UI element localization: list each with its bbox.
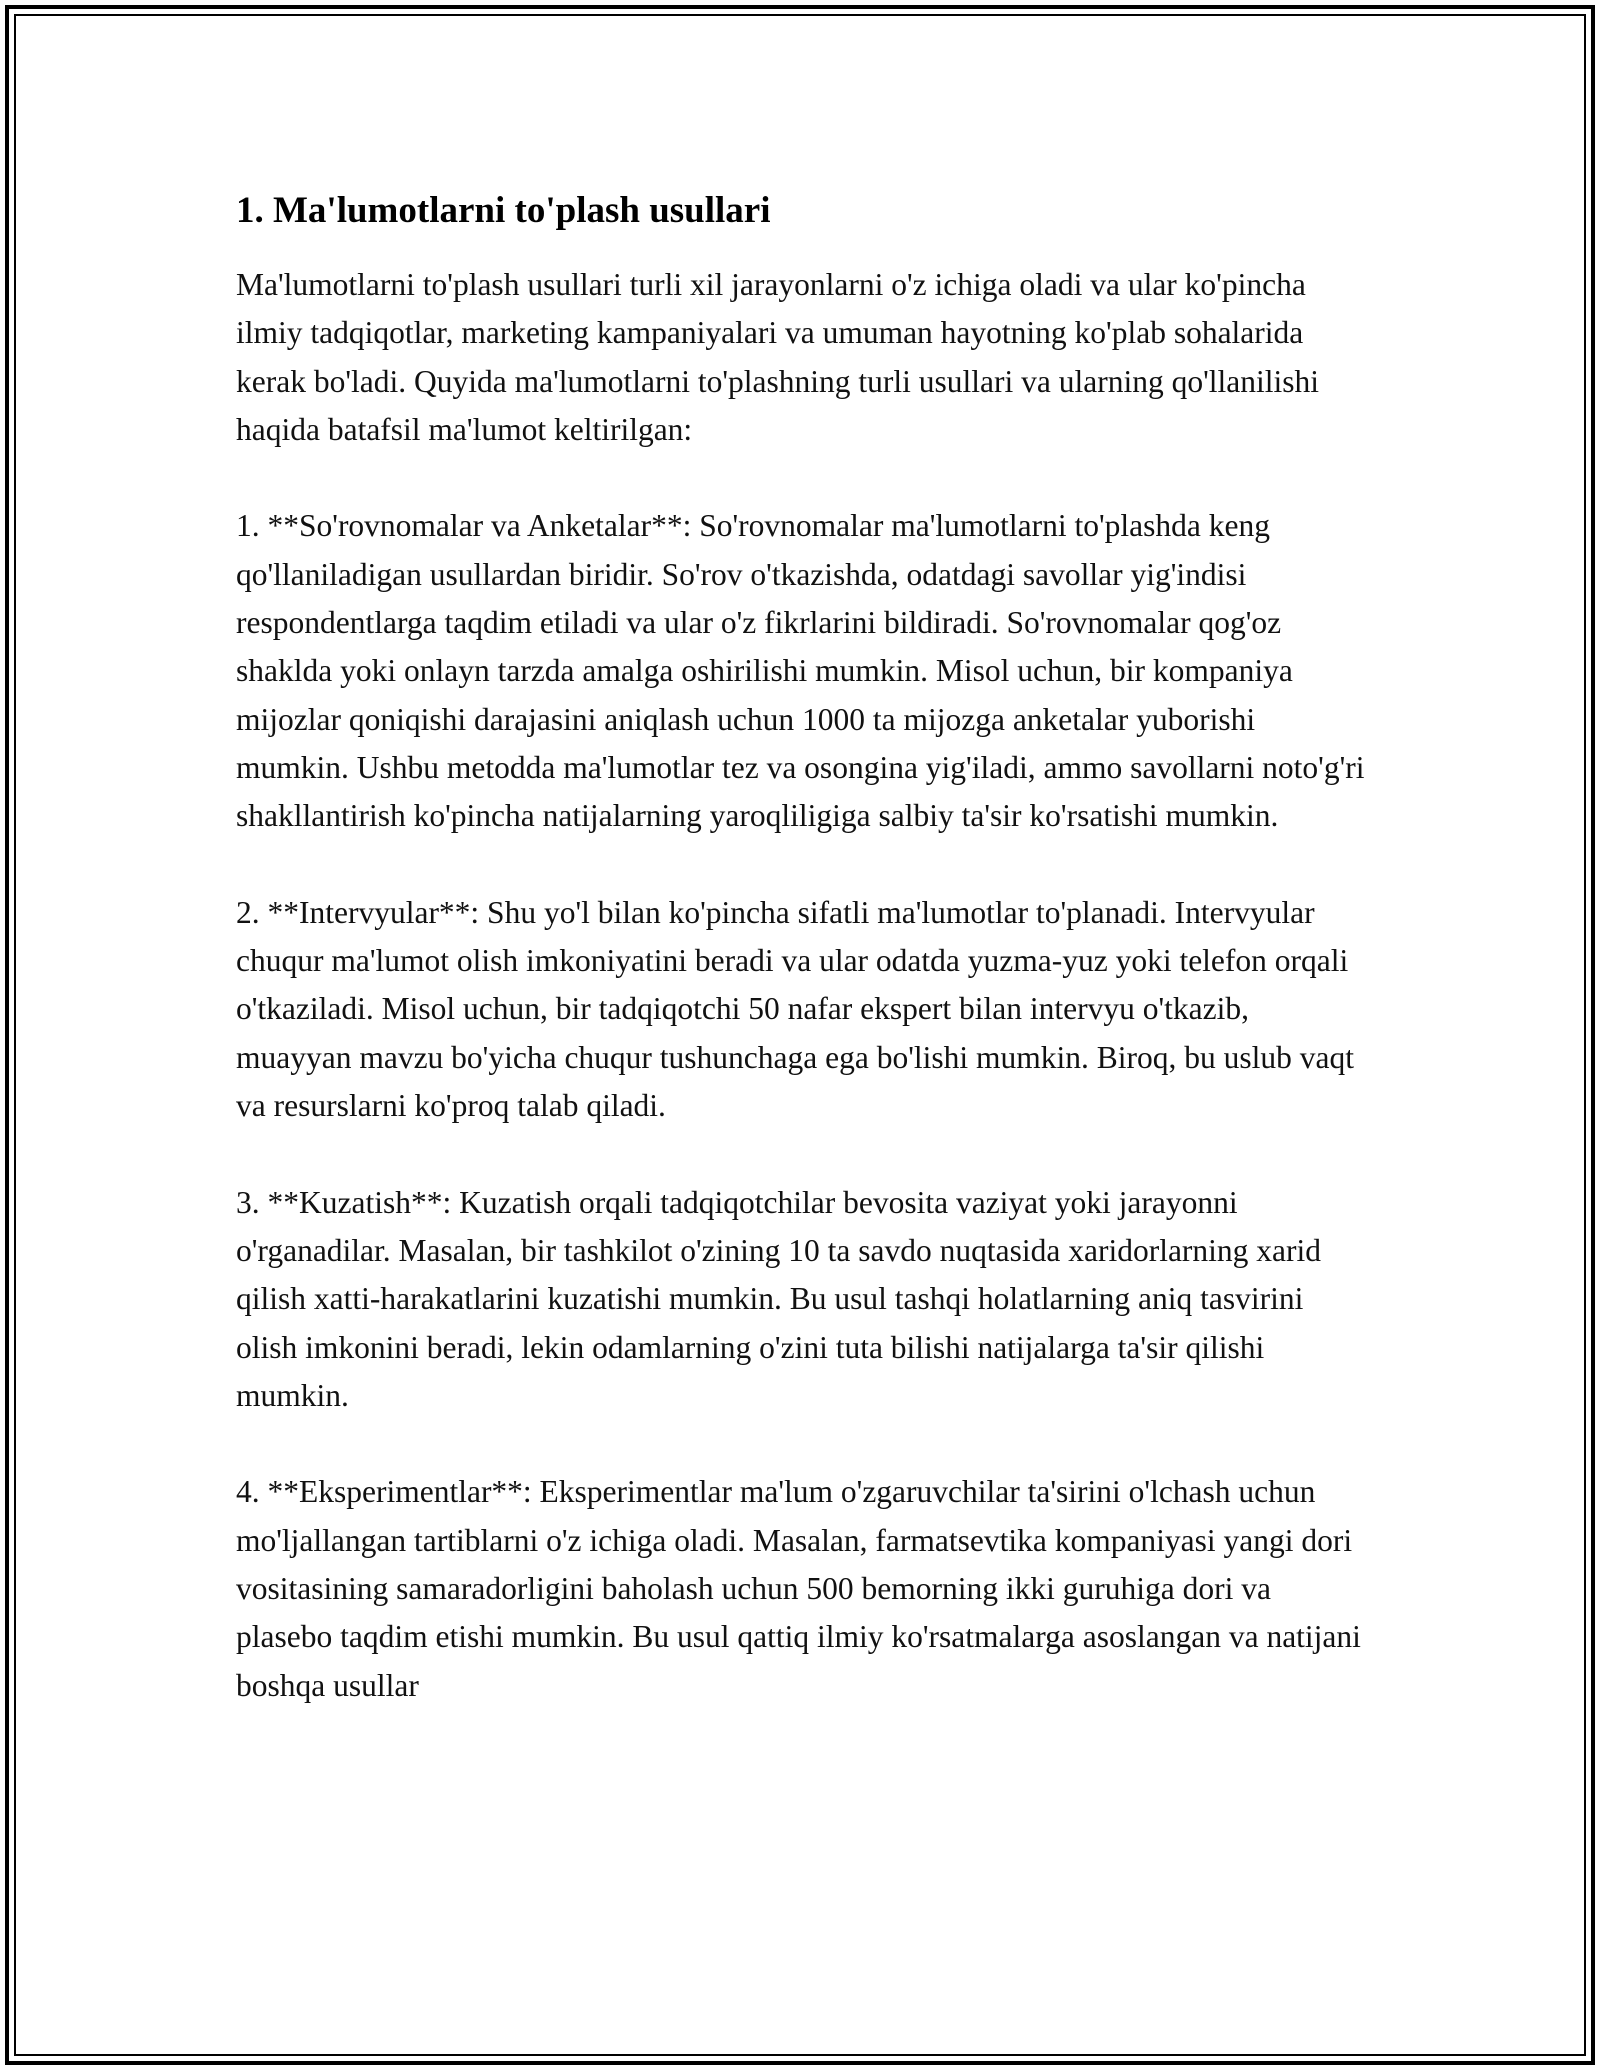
paragraph-observation: 3. **Kuzatish**: Kuzatish orqali tadqiqotchilar bevosita vaziyat yoki jarayonni o'rganadilar. Masalan, bir tashkilot o'zining 10 ta savdo nuqtasida xaridorlarning xarid qilish xatti-harakatlarini kuzatishi mumkin. Bu usul tashqi holatlarning aniq tasvirini olish imkonini beradi, lekin odamlarning o'zini tuta bilishi natijalarga ta'sir qilishi mumkin. [236, 1184, 1322, 1413]
paragraph-intro: Ma'lumotlarni to'plash usullari turli xil jarayonlarni o'z ichiga oladi va ular ko'pincha ilmiy tadqiqotlar, marketing kampaniyalari va umuman hayotning ko'plab sohalarida kerak bo'ladi. Quyida ma'lumotlarni to'plashning turli usullari va ularning qo'llanilishi haqida batafsil ma'lumot keltirilgan: [236, 267, 1320, 447]
paragraph-surveys: 1. **So'rovnomalar va Anketalar**: So'rovnomalar ma'lumotlarni to'plashda keng qo'llaniladigan usullardan biridir. So'rov o'tkazishda, odatdagi savollar yig'indisi respondentlarga taqdim etiladi va ular o'z fikrlarini bildiradi. So'rovnomalar qog'oz shaklda yoki onlayn tarzda amalga oshirilishi mumkin. Misol uchun, bir kompaniya mijozlar qoniqishi darajasini aniqlash uchun 1000 ta mijozga anketalar yuborishi mumkin. Ushbu metodda ma'lumotlar tez va osongina yig'iladi, ammo savollarni noto'g'ri shakllantirish ko'pincha natijalarning yaroqliligiga salbiy ta'sir ko'rsatishi mumkin. [236, 508, 1365, 834]
paragraph-interviews: 2. **Intervyular**: Shu yo'l bilan ko'pincha sifatli ma'lumotlar to'planadi. Intervyular chuqur ma'lumot olish imkoniyatini beradi va ular odatda yuzma-yuz yoki telefon orqali o'tkaziladi. Misol uchun, bir tadqiqotchi 50 nafar ekspert bilan intervyu o'tkazib, muayyan mavzu bo'yicha chuqur tushunchaga ega bo'lishi mumkin. Biroq, bu uslub vaqt va resurslarni ko'proq talab qiladi. [236, 894, 1355, 1124]
paragraph-experiments: 4. **Eksperimentlar**: Eksperimentlar ma'lum o'zgaruvchilar ta'sirini o'lchash uchun mo'ljallangan tartiblarni o'z ichiga oladi. Masalan, farmatsevtika kompaniyasi yangi dori vositasining samaradorligini baholash uchun 500 bemorning ikki guruhiga dori va plasebo taqdim etishi mumkin. Bu usul qattiq ilmiy ko'rsatmalarga asoslangan va natijani boshqa usullar [236, 1474, 1361, 1703]
section-heading: 1. Ma'lumotlarni to'plash usullari [236, 190, 771, 231]
document-body [236, 186, 1366, 1758]
